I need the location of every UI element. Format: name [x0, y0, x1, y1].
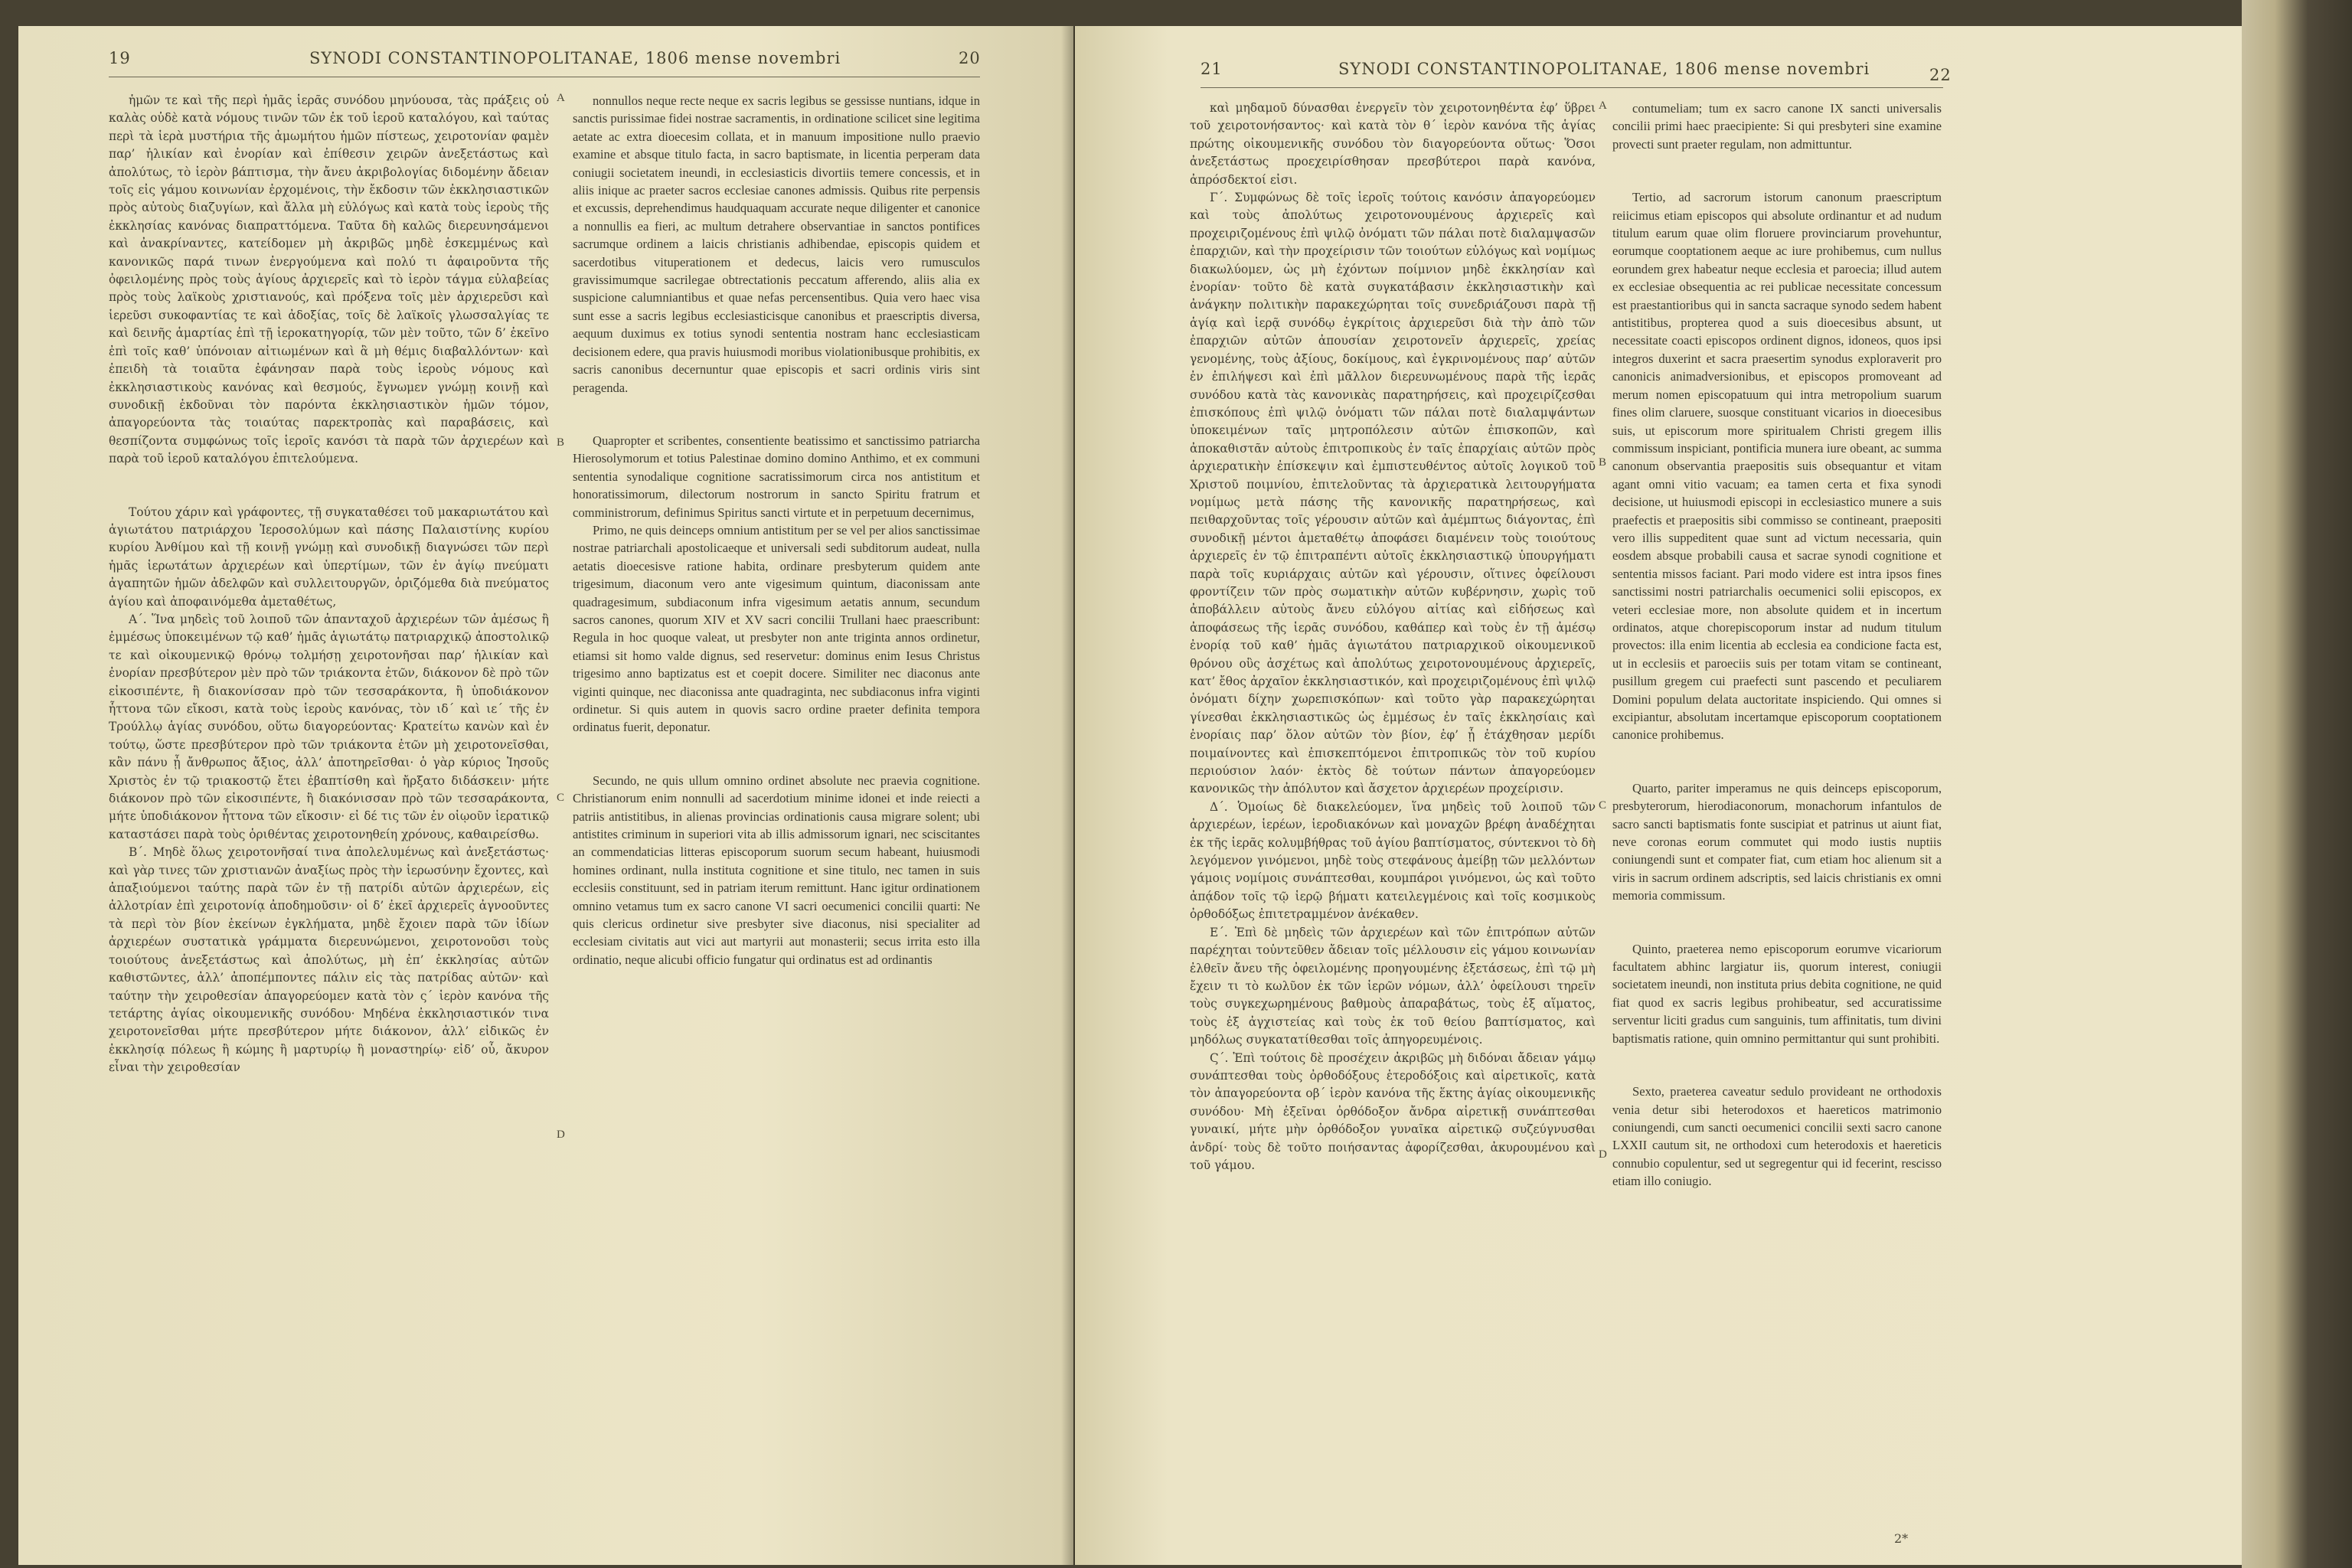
margin-marker: A [1599, 100, 1607, 112]
left-page [18, 26, 1073, 1565]
greek-paragraph: Ε΄. Ἐπὶ δὲ μηδεὶς τῶν ἀρχιερέων καὶ τῶν ἐπιτρόπων αὐτῶν παρέχηται τοὐντεῦθεν ἄδειαν τοῖς μέλλουσιν εἰς γάμου κοινωνίαν ἐλθεῖν ἄνευ τῆς ὀφειλομένης προηγουμένης ἐξετάσεως, ἐπὶ τῷ μὴ ἔχειν τι τὸ κωλῦον ἐκ τῶν ἱερῶν νόμων, ἀλλ’ ὀφείλουσι τηρεῖν τοὺς συγκεχωρημένους βαθμοὺς ἀπαραβάτως, τοὺς ἐξ αἵματος, τοὺς ἐξ ἀγχιστείας καὶ τοὺς ἐκ τοῦ θείου βαπτίσματος, καὶ μηδόλως συγκατατίθεσθαι τοῖς ἀπηγορευμένοις. [1190, 925, 1596, 1047]
margin-marker: B [557, 436, 565, 449]
running-title: SYNODI CONSTANTINOPOLITANAE, 1806 mense novembri [1338, 60, 1870, 78]
book-fore-edge [2242, 0, 2352, 1568]
signature-mark: 2* [1894, 1531, 1909, 1546]
greek-paragraph: Γ΄. Συμφώνως δὲ τοῖς ἱεροῖς τούτοις κανόσιν ἀπαγορεύομεν καὶ τοὺς ἀπολύτως χειροτονουμένους ἀρχιερεῖς καὶ προχειριζομένους ἐπὶ ψιλῷ ὀνόματι τῶν πάλαι ποτὲ διαλαμψασῶν ἐπαρχιῶν, καὶ τὴν προχείρισιν τῶν τοιούτων εὐλόγως καὶ νομίμως διακωλύομεν, ὡς μὴ ἐχόντων ποίμνιον μηδὲ ἐκκλησίαν καὶ ἐνορίαν· τοῦτο δὲ κατὰ συγκατάβασιν ἐκκλησιαστικὴν καὶ ἀνάγκην πολιτικὴν παρακεχώρηται τοῖς συνεδριάζουσι παρὰ τῇ ἁγίᾳ καὶ ἱερᾷ συνόδῳ ἐγκρίτοις ἀρχιερεῦσι διὰ τὴν ἀπὸ τῶν ἐπαρχιῶν αὐτῶν ἀπουσίαν χειροτονεῖν ἀρχιερεῖς, χρείας γενομένης, τοὺς ἀξίους, δοκίμους, καὶ ἐγκρινομένους παρ’ αὐτῶν ἐν ἐπιλήψεσι καὶ ἐπὶ μᾶλλον διερευνωμένους παρὰ τῆς ἱερᾶς συνόδου κατὰ τὰς κανονικὰς παρατηρήσεις, καὶ προχειρίζεσθαι ἐπισκόπους ἐπὶ ψιλῷ ὀνόματι τῶν πάλαι ποτὲ διαλαμψάντων ὑποκειμένων ταῖς μητροπόλεσιν αὐτῶν ἐπισκοπῶν, καὶ ἀποκαθιστᾶν αὐτοὺς ἐπιτροπικοὺς ἐν ταῖς ἐπαρχίαις αὐτῶν πρὸς ἀρχιερατικὴν ἐπίσκεψιν καὶ ἐμπιστευθέντος αὐτοῖς λογικοῦ τοῦ Χριστοῦ ποιμνίου, ἐπιτελοῦντας τὰ ἀρχιερατικὰ λειτουργήματα νομίμως μετὰ πάσης τῆς κανονικῆς παρατηρήσεως, καὶ πειθαρχοῦντας τοῖς γέρουσιν αὐτῶν καὶ ἀμέμπτως διάγοντας, ἐπὶ συνοδικῇ μέντοι ἀμεταθέτῳ ἀποφάσει διαμένειν τοὺς τοιούτους ἀρχιερεῖς ἐν τῷ ἐπιτραπέντι αὐτοῖς ἐκκλησιαστικῷ ὑπουργήματι παρὰ τοῖς κυριάρχαις αὐτῶν καὶ γέρουσιν, οἵτινες ὀφείλουσι φροντίζειν τῶν πρὸς σωματικὴν αὐτῶν κυβέρνησιν, χωρὶς τοῦ ἀποβάλλειν αὐτοὺς ἄνευ εὐλόγου αἰτίας καὶ εἰδήσεως καὶ ἀποφάσεως τῆς ἱερᾶς συνόδου, καθάπερ καὶ τοὺς ἐν τῇ ἀμέσῳ ἐνορίᾳ τοῦ καθ’ ἡμᾶς ἁγιωτάτου πατριαρχικοῦ οἰκουμενικοῦ θρόνου οὓς ἀσχέτως καὶ ἀπολύτως χειροτονουμένους ἀρχιερεῖς, κατ’ ἔθος ἀρχαῖον ἐκκλησιαστικόν, καὶ προχειριζομένους ἐπὶ ψιλῷ ὀνόματι δίχην χωρεπισκόπων· καὶ τοῦτο γὰρ παρακεχώρηται γίνεσθαι ἐκκλησιαστικῶς ὡς ἐμμέσως ἐν ταῖς ἐκκλησίαις καὶ ἐνορίαις παρ’ ὅλον αὐτῶν τὸν βίον, ἐφ’ ᾗ ἐτάχθησαν μερίδι ποιμαίνοντες καὶ ἐπισκεπτόμενοι ἐπιτροπικῶς τὸν τοῦ κυρίου περιούσιον λαόν· ἐκτὸς δὲ τούτων πάντων ἀπαγορεύομεν κανονικῶς τὴν ἀπόλυτον καὶ ἄσχετον ἀρχιερέων προχείρισιν. [1190, 191, 1596, 796]
margin-marker: D [1599, 1148, 1607, 1161]
latin-paragraph: Tertio, ad sacrorum istorum canonum praescriptum reiicimus etiam episcopos qui absolute ordinantur et ad nudum titulum earum quae olim floruere provinciarum provehuntur, eorumque cooptationem aeque ac iure prohibemus, cum nullus eorundem grex habeatur neque ecclesia et paroecia; illud autem ex ecclesiae obsequentia ac rei publicae necessitate concessum est praestantioribus qui in sancta sacraque synodo sedem habent antistitibus, propterea quod a suis dioecesibus absunt, ut necessitate coacti episcopos ordinent dignos, idoneos, quos ipsi integros duxerint et sacra praesertim synodus exploraverit pro canonicis animadversionibus, et episcopos promoveant ad merum nomen episcopatuum qui intra metropolium suarum fines olim claruere, suosque constituant vicarios in dioecesibus suis, ut episcorum more spiritualem Christi gregem illis commissum inspiciant, pontificia munera iure obeant, ac summa canonum observantia praepositis suis obsequantur et vitam agant omni vitio vacuam; ea tamen certa et fixa synodi decisione, ut huiusmodi episcopi in ecclesiastico munere a suis praefectis et praepositis sibi commisso se contineant, praepositi vero illis suppeditent quae sunt ad victum necessaria, quin eosdem absque probabili causa et sacrae synodi cognitione et sententia missos faciant. Pari modo videre est intra ipsos fines sanctissimi nostri patriarchalis oecumenici solii episcopos, ex veteri ecclesiae more, non absolute quidem et in incertum ordinatos, atque chorepiscoporum instar ad nudum titulum provectos: illa enim licentia ab ecclesia ea condicione facta est, ut in ecclesiis et paroeciis suis per totam vitam se contineant, pusillum gregem cui praefecti sunt pascendo et peculiarem Domini populum delata auctoritate inspiciendo. Qui omnes si excipiantur, absolutam incertamque episcoporum cooptationem canonice prohibemus. [1612, 190, 1942, 743]
right-page [1075, 26, 2242, 1565]
greek-paragraph: καὶ μηδαμοῦ δύνασθαι ἐνεργεῖν τὸν χειροτονηθέντα ἐφ’ ὕβρει τοῦ χειροτονήσαντος· καὶ κατὰ τὸν θ΄ ἱερὸν κανόνα τῆς ἁγίας πρώτης οἰκουμενικῆς συνόδου τὸν διαγορεύοντα οὕτως· Ὅσοι ἀνεξετάστως προεχειρίσθησαν πρεσβύτεροι παρὰ κανόνα, ἀπρόσδεκτοί εἰσι. [1190, 101, 1596, 187]
greek-paragraph: ἡμῶν τε καὶ τῆς περὶ ἡμᾶς ἱερᾶς συνόδου μηνύουσα, τὰς πράξεις οὐ καλὰς οὐδὲ κατὰ νόμους τινῶν τῶν ἐκ τοῦ ἱεροῦ καταλόγου, καὶ ταύτας περὶ τὰ ἱερὰ μυστήρια τῆς ἀμωμήτου ἡμῶν πίστεως, χειροτονίαν φαμὲν παρ’ ἡλικίαν καὶ ἐνορίαν καὶ ἐπίθεσιν χειρῶν ἀνεξετάστως καὶ ἀπολύτως, τὸ ἱερὸν βάπτισμα, τὴν ἄνευ ἀκριβολογίας διδομένην ἄδειαν τοῖς εἰς γάμου κοινωνίαν ἐρχομένοις, τὴν ἔκδοσιν τῶν ἐκκλησιαστικῶν πρὸς αὐτοὺς διαζυγίων, καὶ ἄλλα μὴ εὐλόγως καὶ κατὰ τοὺς ἱεροὺς τῆς ἐκκλησίας κανόνας διαπραττόμενα. Ταῦτα δὴ καλῶς διερευνησάμενοι καὶ ἀνακρίναντες, κατείδομεν μὴ ἀκριβῶς μηδὲ ἐσκεμμένως καὶ κανονικῶς παρά τινων ἐνεργούμενα καὶ πολύ τι ἀφαιροῦντα τῆς ὀφειλομένης πρὸς τοὺς ἁγίους ἀρχιερεῖς καὶ τὸ ἱερὸν τάγμα εὐλαβείας πρὸς τοὺς λαϊκοὺς χριστιανούς, καὶ πρόξενα τοῖς μὲν ἀρχιερεῦσι καὶ ἱερεῦσι συκοφαντίας τε καὶ ἀδοξίας, τοῖς δὲ λαϊκοῖς γλωσσαλγίας τε καὶ δεινῆς ἁμαρτίας ἐπὶ τῇ ἱεροκατηγορίᾳ, τῶν μὲν τοῦτο, τῶν δ’ ἐκεῖνο ἐπὶ τοῖς καθ’ ὑπόνοιαν αἰτιωμένων καὶ ἃ μὴ θέμις διαβαλλόντων· καὶ ἐπειδὴ τὰ τοιαῦτα ἐφάνησαν παρὰ τοὺς ἱεροὺς νόμους καὶ ἐκκλησιαστικοὺς κανόνας καὶ θεσμούς, ἔγνωμεν γνώμῃ κοινῇ καὶ συνοδικῇ ἐκδοῦναι τὸν παρόντα ἐκκλησιαστικὸν ἡμῶν τόμον, ἀπαγορεύοντα τὰς τοιαύτας παρεκτροπὰς καὶ παραβάσεις, καὶ θεσπίζοντα συμφώνως τοῖς ἱεροῖς κανόσι τὰ παρὰ τῶν ἀρχιερέων καὶ παρὰ τοῦ ἱεροῦ καταλόγου ἐπιτελούμενα. [109, 93, 549, 466]
page-number-inner: 22 [1929, 66, 1952, 84]
latin-paragraph: Primo, ne quis deinceps omnium antistitum per se vel per alios sanctissimae nostrae patriarchali apostolicaeque et universali sedi subditorum audeat, nulla aetatis dioecesisve ratione habita, ordinare presbyterum quidem ante trigesimum, diaconum vero ante vigesimum quintum, diaconissam ante quadragesimum, subdiaconum infra vigesimum aetatis annum, secundum sacros canones, quorum XIV et XV sacri concilii Trullani haec praescribunt: Regula in hoc quoque valeat, ut presbyter non ante triginta annos ordinetur, etiamsi sit homo valde dignus, sed reservetur: dominus enim Iesus Christus trigesimo anno baptizatus est et coepit docere. Similiter nec diaconus ante viginti quinque, nec diaconissa ante quadraginta, nec subdiaconus infra viginti ordinetur. Si quis autem in quovis sacro ordine praeter definita tempora ordinatus fuerit, deponatur. [573, 522, 980, 735]
greek-paragraph: Ϛ΄. Ἐπὶ τούτοις δὲ προσέχειν ἀκριβῶς μὴ διδόναι ἄδειαν γάμῳ συνάπτεσθαι τοὺς ὀρθοδόξους ἑτεροδόξοις καὶ αἱρετικοῖς, κατὰ τὸν ἀπαγορεύοντα οβ΄ ἱερὸν κανόνα τῆς ἕκτης ἁγίας οἰκουμενικῆς συνόδου· Μὴ ἐξεῖναι ὀρθόδοξον ἄνδρα αἱρετικῇ συνάπτεσθαι γυναικί, μήτε μὴν ὀρθόδοξον γυναῖκα αἱρετικῷ συζεύγνυσθαι ἀνδρί· τοὺς δὲ τοῦτο ποιήσαντας ἀφορίζεσθαι, ἀκυρουμένου καὶ τοῦ γάμου. [1190, 1050, 1596, 1172]
latin-paragraph: contumeliam; tum ex sacro canone IX sancti universalis concilii primi haec praecipiente: Si qui presbyteri sine examine provecti sunt praeter regulam, non admittuntur. [1612, 101, 1942, 152]
margin-marker: D [557, 1129, 565, 1141]
latin-paragraph: Quarto, pariter imperamus ne quis deinceps episcoporum, presbyterorum, hierodiaconorum, monachorum infantulos de sacro sancti baptismatis fonte suscipiat et patrinus ut aiunt fiat, neve coronas eorum commutet qui modo iustis nuptiis coniungendi sunt et compater fiat, cum etiam hoc alienum sit a viris in sacrum ordinem adscriptis, sed laicis christianis ex omni memoria commissum. [1612, 780, 1942, 903]
margin-marker: A [557, 92, 565, 104]
page-number-inner: 20 [959, 49, 981, 67]
greek-paragraph: Τούτου χάριν καὶ γράφοντες, τῇ συγκαταθέσει τοῦ μακαριωτάτου καὶ ἁγιωτάτου πατριάρχου Ἱεροσολύμων καὶ πάσης Παλαιστίνης κυρίου κυρίου Ἀνθίμου καὶ τῇ κοινῇ γνώμῃ καὶ συνοδικῇ διαγνώσει τῶν περὶ ἡμᾶς ἱερωτάτων ἀρχιερέων καὶ ὑπερτίμων, τῶν ἐν ἁγίῳ πνεύματι ἀγαπητῶν ἡμῶν ἀδελφῶν καὶ συλλειτουργῶν, ὁριζόμεθα διὰ πνεύματος ἁγίου καὶ ἀποφαινόμεθα ἀμεταθέτως, [109, 505, 549, 609]
latin-paragraph: Secundo, ne quis ullum omnino ordinet absolute nec praevia cognitione. Christianorum enim nonnulli ad sacerdotium minime idonei et inde reiecti a patriis antistitibus, in alienas provincias ordinationis causa migrare solent; ubi antistites criminum in superiori vita ab illis admissorum ignari, nec sciscitantes an commendaticias litteras episcoporum suorum secum habeant, huiusmodi homines ordinant, nulla instituta cognitione et sine titulo, nec tamen in suis ecclesiis constituunt, sed in patriam iterum remittunt. Hanc igitur ordinationem omnino vetamus tum ex sacro canone VI sacri oecumenici concilii quarti: Ne quis clericus ordinetur sive presbyter sive diaconus, nisi specialiter ad ecclesiam civitatis aut vici aut martyrii aut monasterii; secus irrita esto illa ordinatio, neque alicubi officio fungatur qui ordinatus est ad ordinantis [573, 773, 980, 967]
page-number-outer: 19 [109, 49, 131, 67]
latin-column [1612, 100, 1942, 1531]
greek-column [109, 92, 549, 1547]
greek-paragraph: Β΄. Μηδὲ ὅλως χειροτονῆσαί τινα ἀπολελυμένως καὶ ἀνεξετάστως· καὶ γὰρ τινες τῶν χριστιανῶν ἀναξίως πρὸς τὴν ἱερωσύνην ἔχοντες, καὶ ἀπαξιούμενοι ταύτης παρὰ τῶν ἐν τῇ πατρίδι αὐτῶν ἀρχιερέων, εἰς ἀλλοτρίαν ἐπὶ χειροτονίᾳ ἀποδημοῦσιν· οἱ δ’ ἐκεῖ ἀρχιερεῖς ἀγνοοῦντες τὰ περὶ τὸν βίον ἐκείνων ἐγκλήματα, μηδὲ ἔχοιεν παρὰ τῶν ἰδίων ἀρχιερέων συστατικὰ γράμματα διερευνώμενοι, χειροτονοῦσι τοὺς τοιούτους ἀνεξετάστως καὶ ἀπολύτως, μὴ ἐπ’ ἐκκλησίας αὐτῶν καθιστῶντες, ἀλλ’ ἀποπέμποντες πάλιν εἰς τὰς πατρίδας αὐτῶν· καὶ ταύτην τὴν χειροθεσίαν ἀπαγορεύομεν κατὰ τὸν ς΄ ἱερὸν κανόνα τῆς τετάρτης ἁγίας οἰκουμενικῆς συνόδου· Μηδένα ἐκκλησιαστικόν τινα χειροτονεῖσθαι μήτε πρεσβύτερον μήτε διάκονον, ἀλλ’ εἰδικῶς ἐν ἐκκλησίᾳ πόλεως ἢ κώμης ἢ μαρτυρίῳ ἢ μοναστηρίῳ· εἰδ’ οὖ, ἄκυρον εἶναι τὴν χειροθεσίαν [109, 845, 549, 1075]
greek-column [1190, 100, 1596, 1554]
latin-paragraph: Sexto, praeterea caveatur sedulo provideant ne orthodoxis venia detur sibi heterodoxos et haereticos matrimonio coniungendi, cum sancti oecumenici concilii sexti sacro canone LXXII cautum sit, ne orthodoxi cum heterodoxis et haereticis connubio copulentur, sed ut segregentur qui id fecerint, rescisso etiam illo coniugio. [1612, 1084, 1942, 1189]
page-number-outer: 21 [1200, 60, 1223, 78]
margin-marker: C [557, 792, 565, 804]
greek-paragraph: Δ΄. Ὁμοίως δὲ διακελεύομεν, ἵνα μηδεὶς τοῦ λοιποῦ τῶν ἀρχιερέων, ἱερέων, ἱεροδιακόνων καὶ μοναχῶν βρέφη ἀναδέχηται ἐκ τῆς ἱερᾶς κολυμβήθρας τοῦ ἁγίου βαπτίσματος, σύντεκνοι τὸ δὴ λεγόμενον γινόμενοι, μηδὲ τοὺς στεφάνους ἀμείβῃ τῶν μελλόντων γάμοις νομίμοις συνάπτεσθαι, κουμπάροι γινόμενοι, ὡς καὶ τοῦτο ἀπᾴδον τοῖς τῷ ἱερῷ βήματι κατειλεγμένοις καὶ τοῖς κοσμικοὺς ὀρθοδόξως ἐπιτετραμμένον ἀνέκαθεν. [1190, 799, 1596, 922]
margin-marker: C [1599, 799, 1607, 812]
latin-paragraph: Quapropter et scribentes, consentiente beatissimo et sanctissimo patriarcha Hierosolymorum et totius Palestinae domino domino Anthimo, et ex communi sententia synodalique cognitione sacratissimorum circa nos antistitum et honoratissimorum, dilectorum nostrorum in sancto Spiritu fratrum et comministrorum, definimus Spiritus sancti virtute et in perpetuum decernimus, [573, 433, 980, 520]
margin-marker: B [1599, 456, 1607, 469]
latin-paragraph: nonnullos neque recte neque ex sacris legibus se gessisse nuntians, idque in sanctis purissimae fidei nostrae sacramentis, in ordinatione scilicet sine legitima aetate ac extra dioecesim collata, et in manuum impositione nullo praevio examine et absque titulo facta, in sacro baptismate, in licentia perperam data coniugii societatem ineundi, in ecclesiasticis divortiis temere concessis, et in aliis inique ac praeter sacros ecclesiae canones admissis. Quibus rite perpensis et excussis, deprehendimus haudquaquam accurate neque diligenter et canonice a nonnullis ea fieri, ac multum detrahere observantiae in sanctos pontifices sacrumque ordinem a laicis christianis adhibendae, episcopis quidem et sacerdotibus vituperationem et dedecus, laicis vero rumusculos gravissimumque sacrilegae obtrectationis peccatum afferendo, aliis alia ex suspicione calumniantibus et quae nefas percensentibus. Quia vero haec visa sunt esse a sacris legibus ecclesiasticisque canonibus et praescriptis diversa, aequum duximus ex totius synodi sententia nostram hanc ecclesiasticam decisionem edere, qua pravis huiusmodi moribus violationibusque prohibitis, ex sacris canonibus decernuntur quae episcopis et sacri ordinis viris sint peragenda. [573, 93, 980, 395]
running-title: SYNODI CONSTANTINOPOLITANAE, 1806 mense novembri [309, 49, 841, 67]
latin-paragraph: Quinto, praeterea nemo episcoporum eorumve vicariorum facultatem abhinc largiatur iis, quorum interest, coniugii societatem ineundi, non instituta prius debita cognitione, ne quid fiat quod ex sacris legibus prohibeatur, sed accuratissime serventur liciti gradus cum sanguinis, tum affinitatis, tum divini baptismatis ratione, quin omnino permittantur qui sunt prohibiti. [1612, 941, 1942, 1046]
header-rule [1200, 87, 1943, 88]
greek-paragraph: Α΄. Ἵνα μηδεὶς τοῦ λοιποῦ τῶν ἁπανταχοῦ ἀρχιερέων τῶν ἀμέσως ἢ ἐμμέσως ὑποκειμένων τῷ καθ’ ἡμᾶς ἁγιωτάτῳ πατριαρχικῷ ἀποστολικῷ τε καὶ οἰκουμενικῷ θρόνῳ τολμήσῃ χειροτονῆσαι παρ’ ἡλικίαν καὶ ἐνορίαν πρεσβύτερον μὲν πρὸ τῶν τριάκοντα ἐτῶν, διάκονον δὲ πρὸ τῶν εἰκοσιπέντε, ἢ διακονίσσαν πρὸ τῶν τεσσαράκοντα, ἢ ὑποδιάκονον ἧττονα τῶν εἴκοσι, κατὰ τοὺς ἱεροὺς κανόνας, τὸν ιδ΄ καὶ ιε΄ τῆς ἐν Τρούλλῳ ἁγίας συνόδου, οὕτω διαγορεύοντας· Κρατείτω κανὼν καὶ ἐν τούτῳ, ὥστε πρεσβύτερον πρὸ τῶν τριάκοντα ἐτῶν μὴ χειροτονεῖσθαι, κἂν πάνυ ᾖ ἄνθρωπος ἄξιος, ἀλλ’ ἀποτηρεῖσθαι· ὁ γὰρ κύριος Ἰησοῦς Χριστὸς ἐν τῷ τριακοστῷ ἔτει ἐβαπτίσθη καὶ ἤρξατο διδάσκειν· μήτε διάκονον πρὸ τῶν εἰκοσιπέντε, ἢ διακόνισσαν πρὸ τῶν τεσσαράκοντα, μήτε ὑποδιάκονον ἧττονα τῶν εἴκοσιν· εἰ δέ τις τῶν ἐν οἱῳοῦν ἱερατικῷ καταστάσει παρὰ τοὺς ὁριθέντας χειροτονηθείη χρόνους, καθαιρείσθω. [109, 612, 549, 841]
latin-column [573, 92, 980, 1547]
